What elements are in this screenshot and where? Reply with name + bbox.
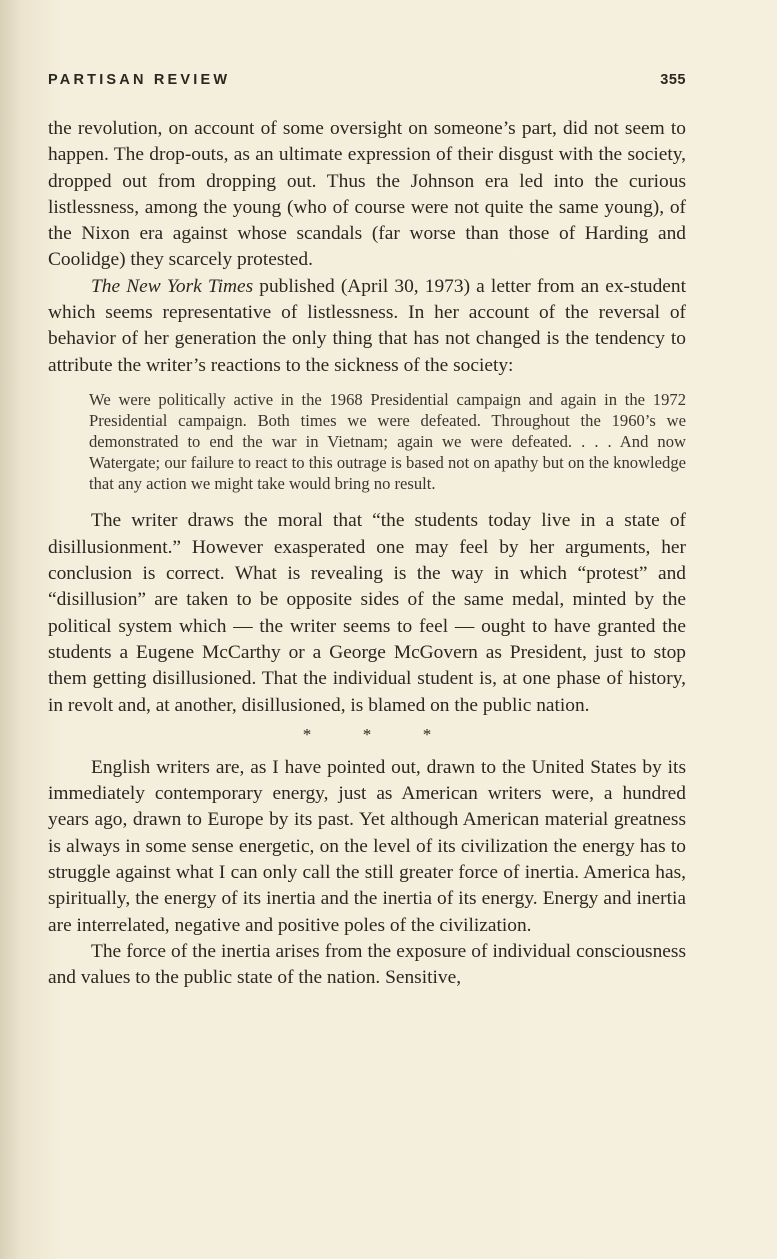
paragraph-1: the revolution, on account of some oversight on someone’s part, did not seem to happen. The drop-outs, as an ultimate expression of their disgust with the society, dropped out from dropping out. Thus the Johnson era led into the curious listlessness, among the young (who of course were not quite the same young), of the Nixon era against whose scandals (far worse than those of Harding and Coolidge) they scarcely protested.	[48, 118, 686, 271]
page-header	[48, 72, 686, 96]
section-break	[48, 723, 686, 747]
running-head: PARTISAN REVIEW	[48, 72, 231, 88]
section-break-star-3: *	[422, 724, 432, 744]
page-number: 355	[660, 72, 686, 88]
body-text	[48, 116, 686, 991]
paragraph-2	[48, 274, 686, 379]
newspaper-title: The New York Times	[91, 275, 254, 297]
paragraph-2-text: published (April 30, 1973) a letter from an ex-student which seems representative of listlessness. In her account of the reversal of behavior of her generation the only thing that has not changed is the tendency to attribute the writer’s reactions to the sickness of the society:	[48, 275, 686, 376]
section-break-star-2: *	[362, 724, 372, 744]
paragraph-5: The force of the inertia arises from the exposure of individual consciousness and values to the public state of the nation. Sensitive,	[48, 940, 686, 989]
paragraph-3: The writer draws the moral that “the students today live in a state of disillusionment.” However exasperated one may feel by her arguments, her conclusion is correct. What is revealing is the way in which “protest” and “disillusion” are taken to be opposite sides of the same medal, minted by the political system which — the writer seems to feel — ought to have granted the students a Eugene McCarthy or a George McGovern as President, just to stop them getting disillusioned. That the individual student is, at one phase of history, in revolt and, at another, disillusioned, is blamed on the public nation.	[48, 510, 686, 716]
section-break-star-1: *	[302, 724, 312, 744]
paragraph-4: English writers are, as I have pointed out, drawn to the United States by its immediately contemporary energy, just as American writers were, a hundred years ago, drawn to Europe by its past. Yet although American material greatness is always in some sense energetic, on the level of its civilization the energy has to struggle against what I can only call the still greater force of inertia. America has, spiritually, the energy of its inertia and the inertia of its energy. Energy and inertia are interrelated, negative and positive poles of the civilization.	[48, 756, 686, 936]
block-quote: We were politically active in the 1968 Presidential campaign and again in the 1972 Presidential campaign. Both times we were defeated. Throughout the 1960’s we demonstrated to end the war in Vietnam; again we were defeated. . . . And now Watergate; our failure to react to this outrage is based not on apathy but on the knowledge that any action we might take would bring no result.	[89, 389, 686, 494]
